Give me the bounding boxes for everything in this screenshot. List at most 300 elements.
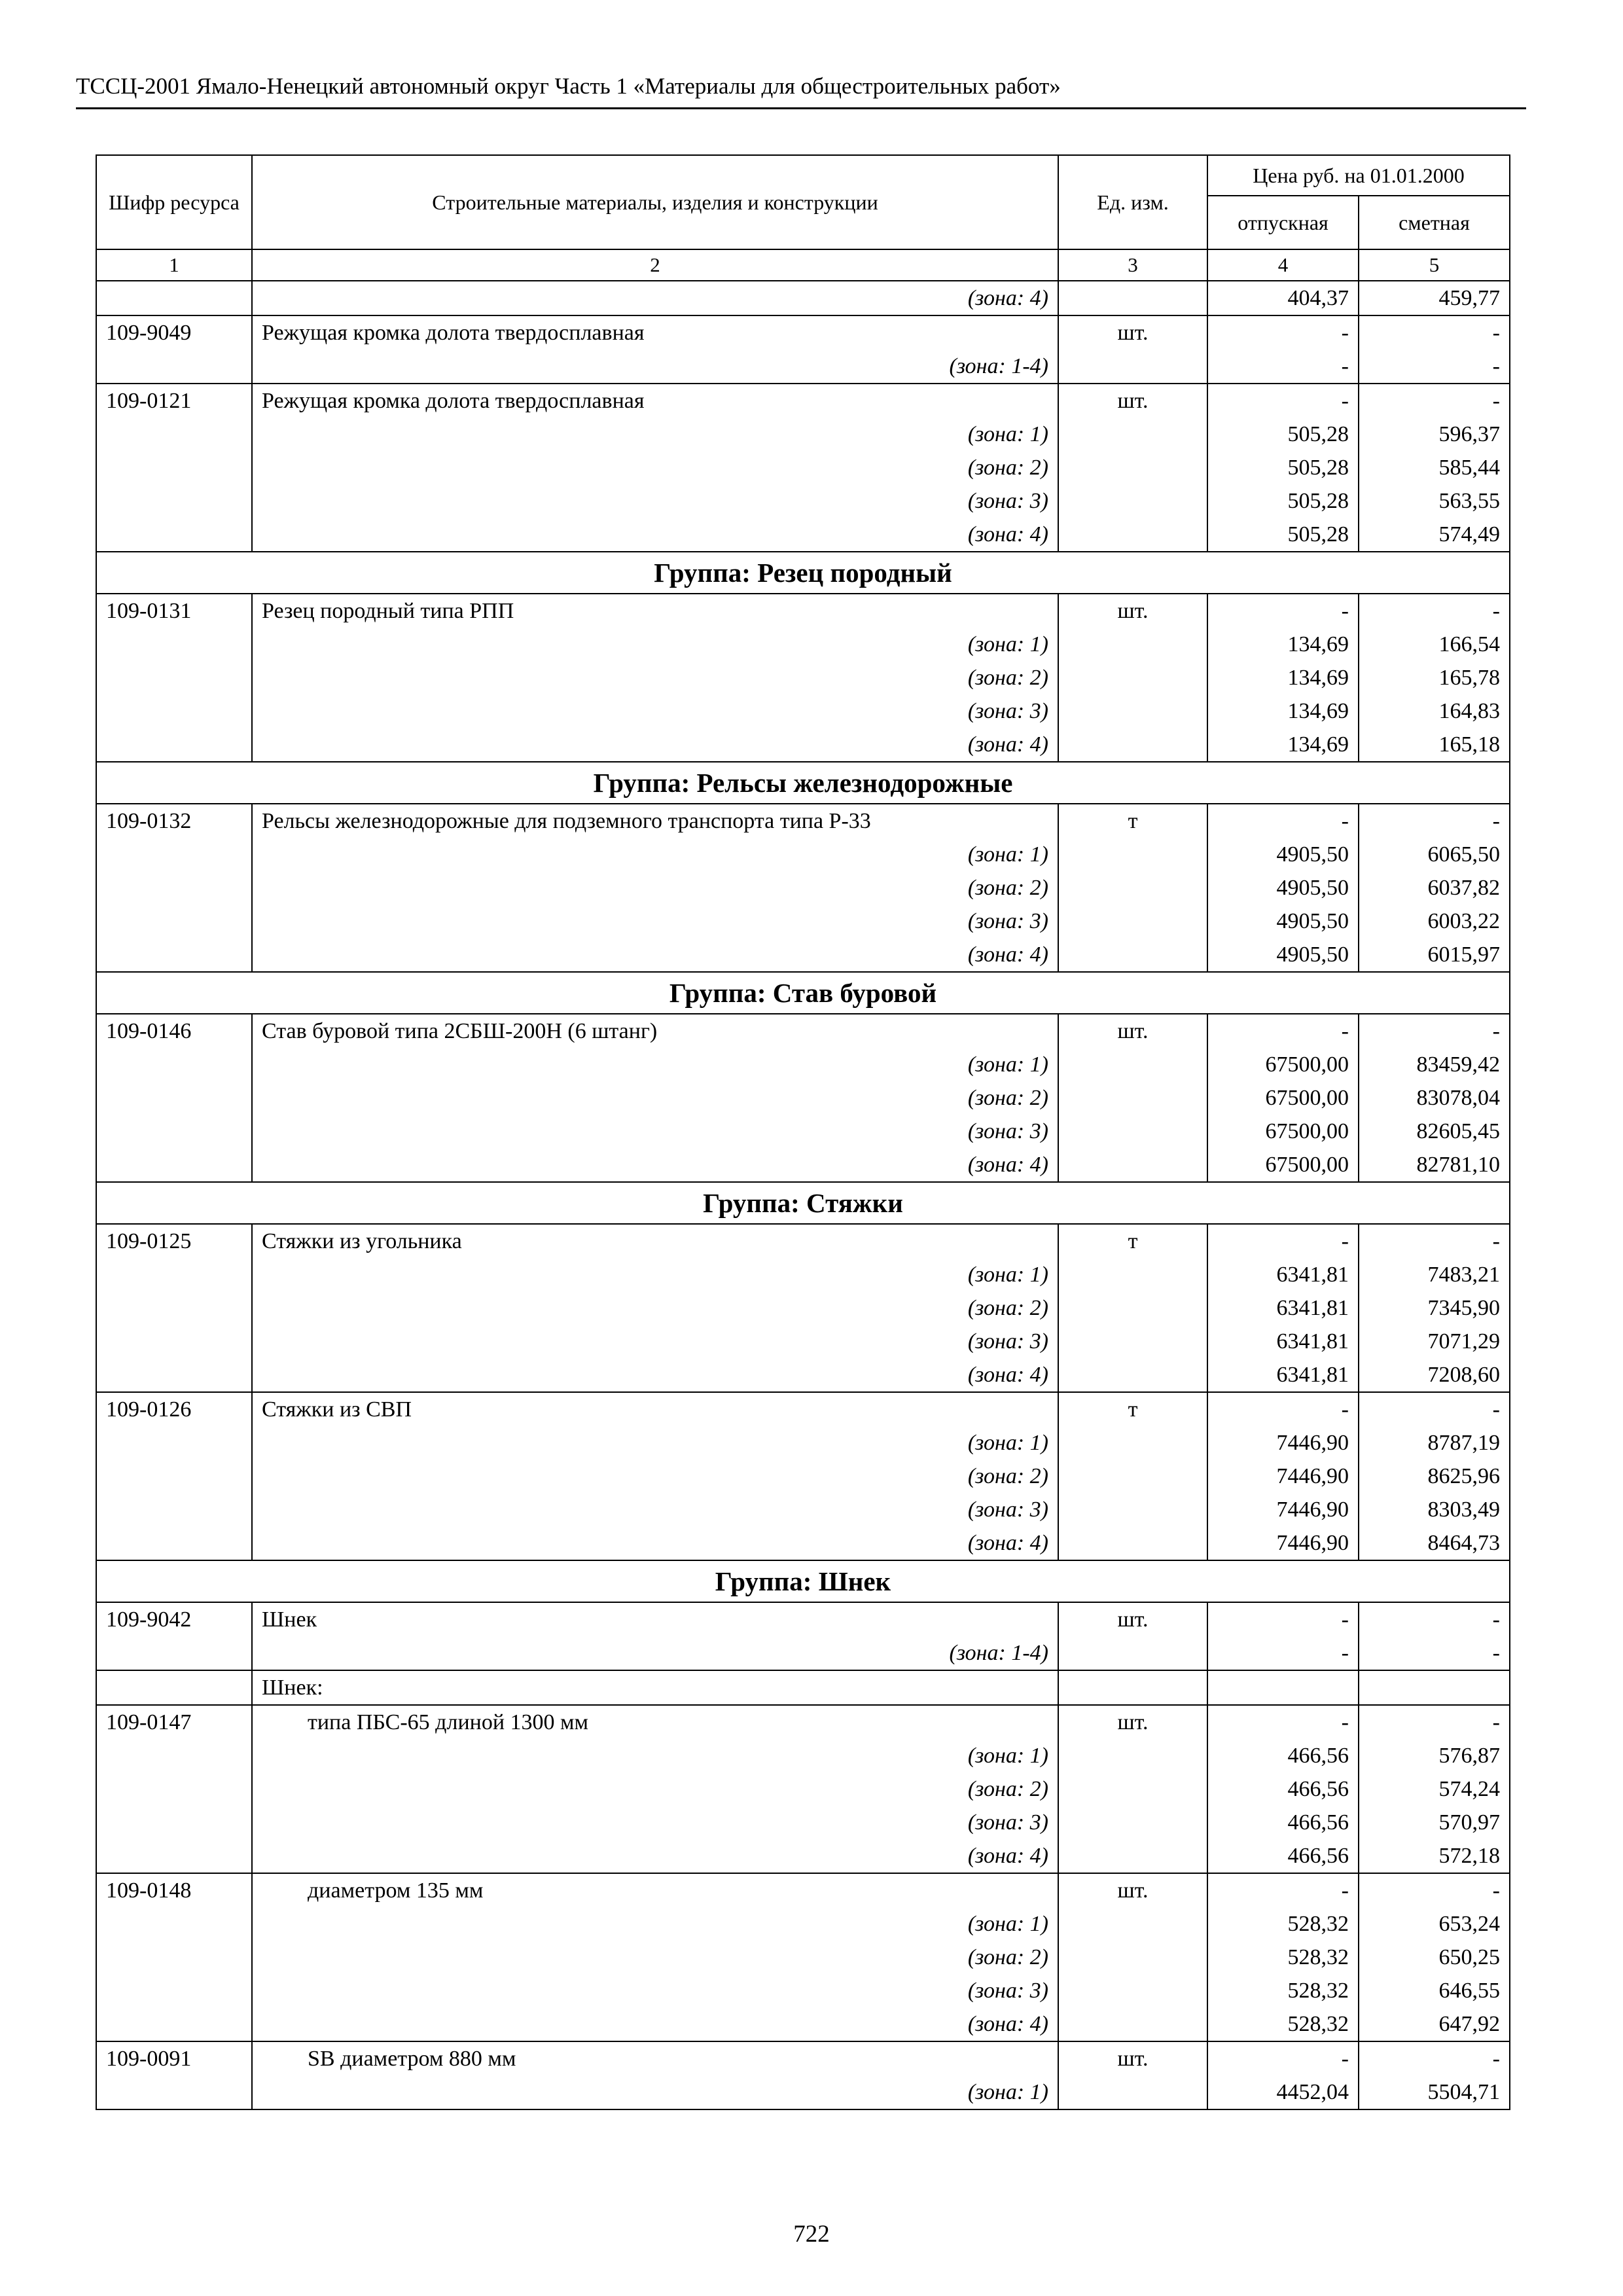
unit-cell (1058, 1493, 1207, 1526)
release-price: 505,28 (1207, 451, 1359, 484)
release-price: 505,28 (1207, 518, 1359, 552)
col-header-code: Шифр ресурса (96, 155, 252, 249)
resource-code (96, 518, 252, 552)
zone-label: (зона: 4) (252, 281, 1058, 315)
zone-row (96, 1941, 1510, 1974)
zone-label: (зона: 2) (252, 661, 1058, 694)
unit-cell (1058, 694, 1207, 728)
group-title: Группа: Рельсы железнодорожные (96, 762, 1510, 804)
zone-row (96, 1974, 1510, 2007)
col-number: 2 (252, 249, 1058, 281)
release-price: 6341,81 (1207, 1325, 1359, 1358)
resource-code (96, 1806, 252, 1839)
table-row (96, 1705, 1510, 1739)
estimate-price: 6065,50 (1359, 838, 1510, 871)
estimate-price: 7071,29 (1359, 1325, 1510, 1358)
resource-code (96, 728, 252, 762)
zone-label: (зона: 2) (252, 1772, 1058, 1806)
zone-label: (зона: 3) (252, 694, 1058, 728)
zone-label: (зона: 4) (252, 1526, 1058, 1560)
release-price: 134,69 (1207, 661, 1359, 694)
zone-label: (зона: 3) (252, 1325, 1058, 1358)
unit-cell: шт. (1058, 2041, 1207, 2075)
estimate-price: 646,55 (1359, 1974, 1510, 2007)
zone-row (96, 838, 1510, 871)
estimate-price: 574,24 (1359, 1772, 1510, 1806)
resource-code (96, 2007, 252, 2041)
unit-cell (1058, 1806, 1207, 1839)
zone-label: (зона: 1) (252, 1907, 1058, 1941)
estimate-price: - (1359, 1636, 1510, 1670)
release-price: 404,37 (1207, 281, 1359, 315)
col-number: 4 (1207, 249, 1359, 281)
zone-row (96, 1526, 1510, 1560)
unit-cell (1058, 905, 1207, 938)
zone-label: (зона: 2) (252, 871, 1058, 905)
estimate-price: 8303,49 (1359, 1493, 1510, 1526)
estimate-price: 165,78 (1359, 661, 1510, 694)
zone-label: (зона: 4) (252, 728, 1058, 762)
release-price: - (1207, 1014, 1359, 1048)
estimate-price: 576,87 (1359, 1739, 1510, 1772)
unit-cell (1058, 1148, 1207, 1182)
resource-code (96, 1258, 252, 1291)
unit-cell (1058, 1081, 1207, 1115)
zone-label: (зона: 2) (252, 1460, 1058, 1493)
estimate-price: 164,83 (1359, 694, 1510, 728)
zone-label: (зона: 2) (252, 1291, 1058, 1325)
release-price: 67500,00 (1207, 1048, 1359, 1081)
zone-row (96, 1325, 1510, 1358)
release-price: - (1207, 315, 1359, 350)
release-price: 505,28 (1207, 418, 1359, 451)
release-price: - (1207, 1705, 1359, 1739)
resource-code (96, 1839, 252, 1873)
estimate-price: - (1359, 1392, 1510, 1426)
unit-cell (1058, 2075, 1207, 2109)
zone-row (96, 1636, 1510, 1670)
resource-code: 109-0131 (96, 594, 252, 628)
resource-code: 109-9042 (96, 1602, 252, 1636)
resource-code (96, 1048, 252, 1081)
material-name: Стяжки из угольника (252, 1224, 1058, 1258)
group-title: Группа: Стяжки (96, 1182, 1510, 1224)
release-price: - (1207, 1873, 1359, 1907)
estimate-price: 563,55 (1359, 484, 1510, 518)
release-price: 7446,90 (1207, 1493, 1359, 1526)
release-price: 67500,00 (1207, 1081, 1359, 1115)
unit-cell (1058, 1739, 1207, 1772)
unit-cell (1058, 938, 1207, 972)
unit-cell (1058, 661, 1207, 694)
unit-cell: шт. (1058, 1014, 1207, 1048)
zone-label: (зона: 4) (252, 2007, 1058, 2041)
zone-label: (зона: 4) (252, 518, 1058, 552)
resource-code: 109-0148 (96, 1873, 252, 1907)
resource-code: 109-0121 (96, 384, 252, 418)
zone-row (96, 1358, 1510, 1392)
group-row (96, 762, 1510, 804)
unit-cell (1058, 518, 1207, 552)
unit-cell (1058, 418, 1207, 451)
unit-cell: т (1058, 804, 1207, 838)
col-header-name: Строительные материалы, изделия и конструкции (252, 155, 1058, 249)
zone-label: (зона: 1) (252, 1426, 1058, 1460)
release-price: 67500,00 (1207, 1115, 1359, 1148)
release-price: 67500,00 (1207, 1148, 1359, 1182)
estimate-price: 459,77 (1359, 281, 1510, 315)
estimate-price: 574,49 (1359, 518, 1510, 552)
material-name: Рельсы железнодорожные для подземного транспорта типа Р-33 (252, 804, 1058, 838)
estimate-price: 596,37 (1359, 418, 1510, 451)
release-price: - (1207, 594, 1359, 628)
zone-row (96, 938, 1510, 972)
resource-code (96, 1081, 252, 1115)
zone-row (96, 484, 1510, 518)
zone-label: (зона: 1-4) (252, 350, 1058, 384)
unit-cell (1058, 350, 1207, 384)
resource-code (96, 1636, 252, 1670)
table-row (96, 804, 1510, 838)
zone-row (96, 350, 1510, 384)
zone-row (96, 451, 1510, 484)
unit-cell (1058, 451, 1207, 484)
resource-code: 109-9049 (96, 315, 252, 350)
release-price: 7446,90 (1207, 1426, 1359, 1460)
unit-cell (1058, 1358, 1207, 1392)
estimate-price: 165,18 (1359, 728, 1510, 762)
col-number: 3 (1058, 249, 1207, 281)
estimate-price: 653,24 (1359, 1907, 1510, 1941)
estimate-price: 8625,96 (1359, 1460, 1510, 1493)
zone-label: (зона: 1-4) (252, 1636, 1058, 1670)
release-price: 4905,50 (1207, 871, 1359, 905)
col-header-estimate: сметная (1359, 196, 1510, 249)
unit-cell (1058, 2007, 1207, 2041)
zone-label: (зона: 1) (252, 838, 1058, 871)
resource-code (96, 418, 252, 451)
estimate-price: - (1359, 1873, 1510, 1907)
material-name: типа ПБС-65 длиной 1300 мм (252, 1705, 1058, 1739)
estimate-price: 83459,42 (1359, 1048, 1510, 1081)
table-row (96, 384, 1510, 418)
table-row (96, 1602, 1510, 1636)
group-row (96, 1560, 1510, 1602)
release-price: 6341,81 (1207, 1258, 1359, 1291)
release-price: 6341,81 (1207, 1291, 1359, 1325)
estimate-price: - (1359, 804, 1510, 838)
estimate-price: - (1359, 594, 1510, 628)
release-price: - (1207, 2041, 1359, 2075)
resource-code: 109-0132 (96, 804, 252, 838)
material-name: Режущая кромка долота твердосплавная (252, 315, 1058, 350)
resource-code (96, 1941, 252, 1974)
group-title: Группа: Шнек (96, 1560, 1510, 1602)
estimate-price: 570,97 (1359, 1806, 1510, 1839)
zone-row (96, 628, 1510, 661)
material-name: SB диаметром 880 мм (252, 2041, 1058, 2075)
zone-label: (зона: 1) (252, 1739, 1058, 1772)
table-row (96, 1392, 1510, 1426)
zone-label: (зона: 2) (252, 451, 1058, 484)
unit-cell (1058, 1772, 1207, 1806)
group-row (96, 552, 1510, 594)
estimate-price: - (1359, 2041, 1510, 2075)
unit-cell (1058, 1115, 1207, 1148)
resource-code (96, 484, 252, 518)
estimate-price: 7483,21 (1359, 1258, 1510, 1291)
estimate-price: - (1359, 1705, 1510, 1739)
resource-code (96, 1325, 252, 1358)
estimate-price: 83078,04 (1359, 1081, 1510, 1115)
zone-row (96, 281, 1510, 315)
unit-cell: шт. (1058, 1602, 1207, 1636)
zone-row (96, 1460, 1510, 1493)
zone-label: (зона: 1) (252, 418, 1058, 451)
estimate-price: 7345,90 (1359, 1291, 1510, 1325)
unit-cell (1058, 484, 1207, 518)
col-header-release: отпускная (1207, 196, 1359, 249)
release-price: 134,69 (1207, 728, 1359, 762)
zone-row (96, 728, 1510, 762)
zone-row (96, 1772, 1510, 1806)
table-body (96, 281, 1510, 2109)
unit-cell: шт. (1058, 315, 1207, 350)
unit-cell (1058, 1291, 1207, 1325)
resource-code (96, 661, 252, 694)
estimate-price: - (1359, 384, 1510, 418)
zone-row (96, 1115, 1510, 1148)
release-price: 134,69 (1207, 628, 1359, 661)
unit-cell (1058, 1941, 1207, 1974)
resource-code (96, 871, 252, 905)
resource-code (96, 1739, 252, 1772)
zone-row (96, 1493, 1510, 1526)
page-number: 722 (793, 2221, 830, 2248)
resource-code (96, 2075, 252, 2109)
zone-row (96, 2007, 1510, 2041)
estimate-price: - (1359, 1014, 1510, 1048)
estimate-price: 650,25 (1359, 1941, 1510, 1974)
estimate-price (1359, 1670, 1510, 1705)
estimate-price: 166,54 (1359, 628, 1510, 661)
resource-code (96, 1460, 252, 1493)
resource-code (96, 1670, 252, 1705)
zone-row (96, 1081, 1510, 1115)
zone-label: (зона: 3) (252, 1493, 1058, 1526)
zone-row (96, 1258, 1510, 1291)
table-row (96, 594, 1510, 628)
resource-code (96, 350, 252, 384)
release-price: 528,32 (1207, 2007, 1359, 2041)
zone-row (96, 1148, 1510, 1182)
unit-cell (1058, 628, 1207, 661)
release-price: 4905,50 (1207, 938, 1359, 972)
zone-label: (зона: 2) (252, 1081, 1058, 1115)
unit-cell: шт. (1058, 384, 1207, 418)
zone-label: (зона: 4) (252, 938, 1058, 972)
zone-row (96, 418, 1510, 451)
material-name: диаметром 135 мм (252, 1873, 1058, 1907)
release-price: 466,56 (1207, 1739, 1359, 1772)
resource-code (96, 451, 252, 484)
resource-code (96, 1974, 252, 2007)
table-row (96, 1014, 1510, 1048)
resource-code (96, 1526, 252, 1560)
release-price: - (1207, 804, 1359, 838)
col-header-unit: Ед. изм. (1058, 155, 1207, 249)
zone-row (96, 1806, 1510, 1839)
estimate-price: 572,18 (1359, 1839, 1510, 1873)
estimate-price: 6015,97 (1359, 938, 1510, 972)
zone-label: (зона: 1) (252, 1048, 1058, 1081)
unit-cell (1058, 871, 1207, 905)
estimate-price: 585,44 (1359, 451, 1510, 484)
subheading-row (96, 1670, 1510, 1705)
zone-label: (зона: 4) (252, 1839, 1058, 1873)
resource-code (96, 1291, 252, 1325)
release-price: 466,56 (1207, 1839, 1359, 1873)
material-name: Шнек: (252, 1670, 1058, 1705)
release-price: 528,32 (1207, 1974, 1359, 2007)
col-number: 5 (1359, 249, 1510, 281)
zone-row (96, 694, 1510, 728)
price-table (96, 154, 1510, 2110)
resource-code: 109-0126 (96, 1392, 252, 1426)
zone-label: (зона: 2) (252, 1941, 1058, 1974)
release-price: 528,32 (1207, 1907, 1359, 1941)
estimate-price: 8464,73 (1359, 1526, 1510, 1560)
zone-row (96, 1839, 1510, 1873)
release-price: 4452,04 (1207, 2075, 1359, 2109)
material-name: Режущая кромка долота твердосплавная (252, 384, 1058, 418)
zone-label: (зона: 3) (252, 905, 1058, 938)
resource-code (96, 1148, 252, 1182)
table-row (96, 1873, 1510, 1907)
zone-row (96, 661, 1510, 694)
unit-cell (1058, 1526, 1207, 1560)
unit-cell (1058, 838, 1207, 871)
unit-cell (1058, 1839, 1207, 1873)
unit-cell: шт. (1058, 594, 1207, 628)
col-number: 1 (96, 249, 252, 281)
table-row (96, 315, 1510, 350)
release-price (1207, 1670, 1359, 1705)
unit-cell (1058, 1670, 1207, 1705)
zone-label: (зона: 3) (252, 1974, 1058, 2007)
estimate-price: 7208,60 (1359, 1358, 1510, 1392)
zone-label: (зона: 3) (252, 1115, 1058, 1148)
group-title: Группа: Став буровой (96, 972, 1510, 1014)
zone-row (96, 905, 1510, 938)
resource-code (96, 838, 252, 871)
resource-code (96, 1907, 252, 1941)
resource-code (96, 628, 252, 661)
unit-cell: т (1058, 1224, 1207, 1258)
release-price: 528,32 (1207, 1941, 1359, 1974)
zone-row (96, 518, 1510, 552)
release-price: - (1207, 384, 1359, 418)
release-price: 134,69 (1207, 694, 1359, 728)
estimate-price: - (1359, 350, 1510, 384)
unit-cell (1058, 1907, 1207, 1941)
zone-label: (зона: 3) (252, 1806, 1058, 1839)
zone-row (96, 1291, 1510, 1325)
unit-cell: т (1058, 1392, 1207, 1426)
group-title: Группа: Резец породный (96, 552, 1510, 594)
zone-row (96, 871, 1510, 905)
estimate-price: 82605,45 (1359, 1115, 1510, 1148)
unit-cell (1058, 1048, 1207, 1081)
zone-label: (зона: 3) (252, 484, 1058, 518)
resource-code: 109-0125 (96, 1224, 252, 1258)
unit-cell (1058, 1325, 1207, 1358)
unit-cell: шт. (1058, 1873, 1207, 1907)
estimate-price: - (1359, 1224, 1510, 1258)
resource-code (96, 1115, 252, 1148)
zone-label: (зона: 1) (252, 628, 1058, 661)
zone-label: (зона: 1) (252, 2075, 1058, 2109)
zone-label: (зона: 4) (252, 1148, 1058, 1182)
unit-cell (1058, 1426, 1207, 1460)
zone-row (96, 2075, 1510, 2109)
group-row (96, 1182, 1510, 1224)
document-header: ТССЦ-2001 Ямало-Ненецкий автономный округ Часть 1 «Материалы для общестроительных работ» (76, 73, 1526, 109)
estimate-price: 5504,71 (1359, 2075, 1510, 2109)
zone-label: (зона: 4) (252, 1358, 1058, 1392)
estimate-price: 647,92 (1359, 2007, 1510, 2041)
table-row (96, 2041, 1510, 2075)
resource-code (96, 1772, 252, 1806)
resource-code: 109-0091 (96, 2041, 252, 2075)
zone-row (96, 1048, 1510, 1081)
zone-label: (зона: 1) (252, 1258, 1058, 1291)
material-name: Стяжки из СВП (252, 1392, 1058, 1426)
release-price: - (1207, 1602, 1359, 1636)
unit-cell (1058, 1460, 1207, 1493)
release-price: 4905,50 (1207, 905, 1359, 938)
zone-row (96, 1907, 1510, 1941)
release-price: 7446,90 (1207, 1526, 1359, 1560)
estimate-price: 6003,22 (1359, 905, 1510, 938)
unit-cell (1058, 728, 1207, 762)
estimate-price: 82781,10 (1359, 1148, 1510, 1182)
unit-cell (1058, 1974, 1207, 2007)
release-price: - (1207, 1392, 1359, 1426)
resource-code: 109-0147 (96, 1705, 252, 1739)
table-header (96, 155, 1510, 281)
resource-code (96, 1358, 252, 1392)
release-price: 6341,81 (1207, 1358, 1359, 1392)
release-price: 505,28 (1207, 484, 1359, 518)
resource-code (96, 694, 252, 728)
unit-cell (1058, 1258, 1207, 1291)
resource-code (96, 938, 252, 972)
release-price: - (1207, 1224, 1359, 1258)
estimate-price: 6037,82 (1359, 871, 1510, 905)
resource-code (96, 1426, 252, 1460)
resource-code (96, 905, 252, 938)
estimate-price: - (1359, 1602, 1510, 1636)
unit-cell (1058, 281, 1207, 315)
release-price: 4905,50 (1207, 838, 1359, 871)
resource-code (96, 1493, 252, 1526)
resource-code (96, 281, 252, 315)
material-name: Шнек (252, 1602, 1058, 1636)
material-name: Став буровой типа 2СБШ-200Н (6 штанг) (252, 1014, 1058, 1048)
group-row (96, 972, 1510, 1014)
resource-code: 109-0146 (96, 1014, 252, 1048)
